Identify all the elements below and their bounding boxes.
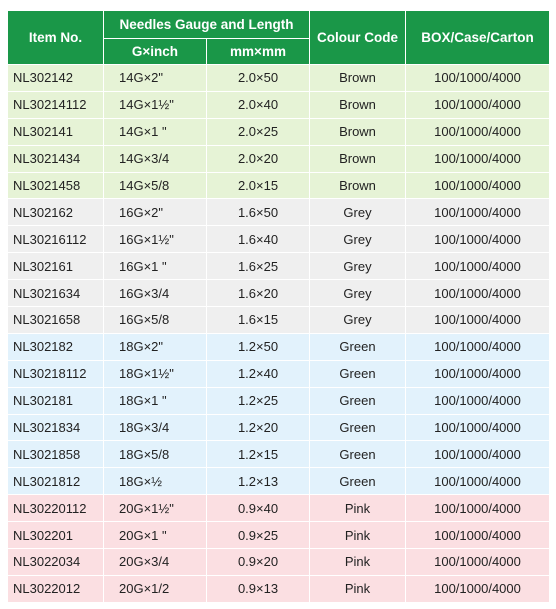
- cell-packing: 100/1000/4000: [406, 226, 550, 253]
- cell-gauge-inch: 20G×3/4: [104, 549, 207, 576]
- cell-colour-code: Green: [310, 333, 406, 360]
- header-mm-mm: mm×mm: [207, 39, 310, 65]
- cell-item-no: NL30220112: [8, 495, 104, 522]
- table-row: [8, 226, 550, 253]
- cell-item-no: NL302181: [8, 387, 104, 414]
- cell-item-no: NL3021812: [8, 468, 104, 495]
- cell-colour-code: Green: [310, 414, 406, 441]
- cell-colour-code: Grey: [310, 199, 406, 226]
- cell-gauge-inch: 20G×1/2: [104, 575, 207, 602]
- cell-gauge-inch: 16G×3/4: [104, 280, 207, 307]
- cell-gauge-inch: 16G×5/8: [104, 307, 207, 334]
- cell-colour-code: Brown: [310, 65, 406, 92]
- table-row: [8, 549, 550, 576]
- cell-mm: 2.0×15: [207, 172, 310, 199]
- cell-colour-code: Green: [310, 387, 406, 414]
- cell-colour-code: Brown: [310, 172, 406, 199]
- cell-item-no: NL302141: [8, 118, 104, 145]
- cell-packing: 100/1000/4000: [406, 522, 550, 549]
- table-row: [8, 199, 550, 226]
- cell-packing: 100/1000/4000: [406, 441, 550, 468]
- cell-packing: 100/1000/4000: [406, 468, 550, 495]
- cell-mm: 0.9×13: [207, 575, 310, 602]
- table-row: [8, 333, 550, 360]
- cell-packing: 100/1000/4000: [406, 118, 550, 145]
- table-row: [8, 575, 550, 602]
- table-row: [8, 280, 550, 307]
- cell-item-no: NL3021658: [8, 307, 104, 334]
- cell-gauge-inch: 18G×1 ": [104, 387, 207, 414]
- cell-packing: 100/1000/4000: [406, 172, 550, 199]
- table-row: [8, 360, 550, 387]
- table-row: [8, 172, 550, 199]
- product-spec-table-container: [7, 10, 549, 603]
- table-row: [8, 145, 550, 172]
- cell-packing: 100/1000/4000: [406, 387, 550, 414]
- cell-mm: 1.6×25: [207, 253, 310, 280]
- cell-colour-code: Brown: [310, 91, 406, 118]
- cell-item-no: NL302182: [8, 333, 104, 360]
- cell-mm: 2.0×20: [207, 145, 310, 172]
- cell-packing: 100/1000/4000: [406, 145, 550, 172]
- cell-mm: 2.0×25: [207, 118, 310, 145]
- table-header: [8, 11, 550, 65]
- cell-gauge-inch: 18G×3/4: [104, 414, 207, 441]
- cell-colour-code: Green: [310, 468, 406, 495]
- cell-item-no: NL30218112: [8, 360, 104, 387]
- cell-mm: 1.6×50: [207, 199, 310, 226]
- cell-gauge-inch: 18G×½: [104, 468, 207, 495]
- cell-colour-code: Grey: [310, 307, 406, 334]
- cell-item-no: NL3021858: [8, 441, 104, 468]
- cell-colour-code: Green: [310, 360, 406, 387]
- cell-mm: 1.2×15: [207, 441, 310, 468]
- cell-mm: 2.0×50: [207, 65, 310, 92]
- table-row: [8, 118, 550, 145]
- table-row: [8, 307, 550, 334]
- cell-colour-code: Grey: [310, 280, 406, 307]
- cell-item-no: NL3021834: [8, 414, 104, 441]
- cell-packing: 100/1000/4000: [406, 253, 550, 280]
- cell-packing: 100/1000/4000: [406, 360, 550, 387]
- cell-colour-code: Pink: [310, 549, 406, 576]
- cell-colour-code: Pink: [310, 495, 406, 522]
- header-needles-gauge-length: Needles Gauge and Length: [104, 11, 310, 39]
- cell-item-no: NL3021434: [8, 145, 104, 172]
- table-row: [8, 441, 550, 468]
- cell-colour-code: Pink: [310, 575, 406, 602]
- table-row: [8, 253, 550, 280]
- cell-packing: 100/1000/4000: [406, 549, 550, 576]
- cell-colour-code: Pink: [310, 522, 406, 549]
- table-row: [8, 91, 550, 118]
- header-g-inch: G×inch: [104, 39, 207, 65]
- header-colour-code: Colour Code: [310, 11, 406, 65]
- cell-packing: 100/1000/4000: [406, 199, 550, 226]
- header-packing: BOX/Case/Carton: [406, 11, 550, 65]
- cell-mm: 2.0×40: [207, 91, 310, 118]
- cell-mm: 1.2×50: [207, 333, 310, 360]
- cell-mm: 1.6×40: [207, 226, 310, 253]
- cell-mm: 1.6×20: [207, 280, 310, 307]
- cell-packing: 100/1000/4000: [406, 495, 550, 522]
- cell-gauge-inch: 14G×5/8: [104, 172, 207, 199]
- cell-packing: 100/1000/4000: [406, 91, 550, 118]
- cell-gauge-inch: 18G×2": [104, 333, 207, 360]
- cell-packing: 100/1000/4000: [406, 414, 550, 441]
- cell-gauge-inch: 20G×1½": [104, 495, 207, 522]
- cell-mm: 0.9×40: [207, 495, 310, 522]
- cell-item-no: NL302161: [8, 253, 104, 280]
- header-item-no: Item No.: [8, 11, 104, 65]
- cell-colour-code: Green: [310, 441, 406, 468]
- cell-item-no: NL30214112: [8, 91, 104, 118]
- cell-packing: 100/1000/4000: [406, 65, 550, 92]
- cell-packing: 100/1000/4000: [406, 575, 550, 602]
- cell-item-no: NL3022034: [8, 549, 104, 576]
- cell-mm: 1.2×13: [207, 468, 310, 495]
- cell-item-no: NL30216112: [8, 226, 104, 253]
- cell-gauge-inch: 18G×1½": [104, 360, 207, 387]
- cell-mm: 1.2×40: [207, 360, 310, 387]
- cell-item-no: NL302142: [8, 65, 104, 92]
- product-spec-table: [7, 10, 550, 603]
- cell-gauge-inch: 14G×1½": [104, 91, 207, 118]
- cell-mm: 1.2×25: [207, 387, 310, 414]
- cell-item-no: NL3022012: [8, 575, 104, 602]
- table-row: [8, 414, 550, 441]
- table-row: [8, 522, 550, 549]
- cell-packing: 100/1000/4000: [406, 307, 550, 334]
- cell-mm: 1.6×15: [207, 307, 310, 334]
- cell-item-no: NL3021458: [8, 172, 104, 199]
- cell-colour-code: Grey: [310, 226, 406, 253]
- cell-colour-code: Brown: [310, 145, 406, 172]
- cell-item-no: NL302162: [8, 199, 104, 226]
- table-row: [8, 495, 550, 522]
- cell-item-no: NL302201: [8, 522, 104, 549]
- cell-gauge-inch: 14G×2": [104, 65, 207, 92]
- cell-gauge-inch: 16G×2": [104, 199, 207, 226]
- cell-packing: 100/1000/4000: [406, 333, 550, 360]
- cell-gauge-inch: 14G×1 ": [104, 118, 207, 145]
- cell-gauge-inch: 16G×1½": [104, 226, 207, 253]
- cell-gauge-inch: 18G×5/8: [104, 441, 207, 468]
- cell-gauge-inch: 14G×3/4: [104, 145, 207, 172]
- cell-item-no: NL3021634: [8, 280, 104, 307]
- cell-mm: 0.9×20: [207, 549, 310, 576]
- table-body: [8, 65, 550, 603]
- cell-gauge-inch: 20G×1 ": [104, 522, 207, 549]
- table-row: [8, 387, 550, 414]
- cell-gauge-inch: 16G×1 ": [104, 253, 207, 280]
- table-row: [8, 65, 550, 92]
- cell-colour-code: Grey: [310, 253, 406, 280]
- cell-mm: 1.2×20: [207, 414, 310, 441]
- cell-mm: 0.9×25: [207, 522, 310, 549]
- table-row: [8, 468, 550, 495]
- cell-colour-code: Brown: [310, 118, 406, 145]
- cell-packing: 100/1000/4000: [406, 280, 550, 307]
